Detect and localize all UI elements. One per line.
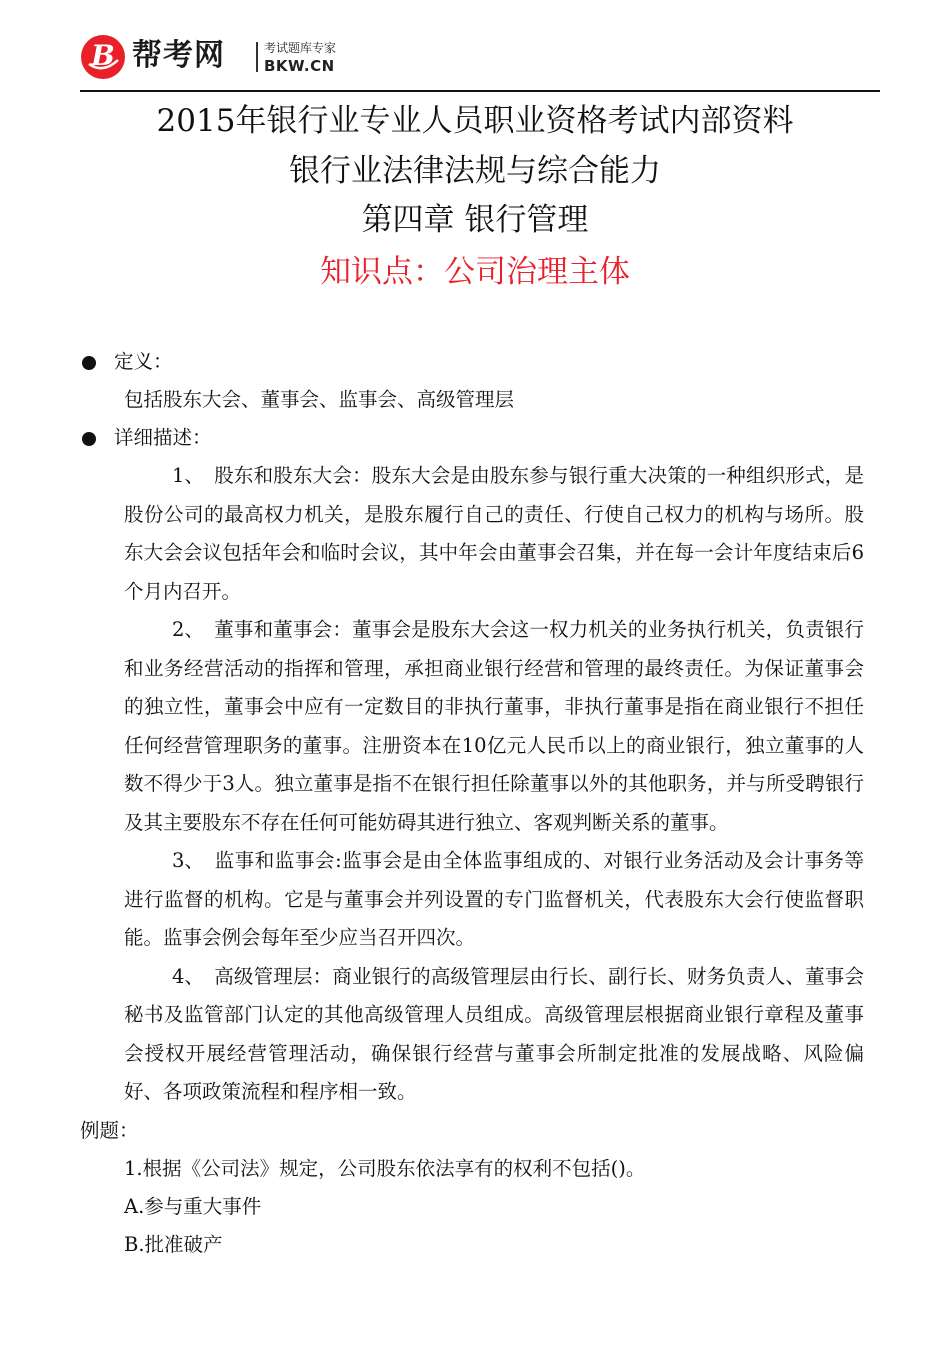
definition-label: 定义： (114, 350, 173, 373)
definition-text: 包括股东大会、董事会、监事会、高级管理层 (124, 388, 515, 411)
detail-text: 监事和监事会:监事会是由全体监事组成的、对银行业务活动及会计事务等进行监督的机构。它是与董事会并列设置的专门监督机关，代表股东大会行使监督职能。监事会例会每年至少应当召开四次。 (124, 849, 864, 949)
brand-logo-icon (80, 34, 126, 80)
option-b: B.批准破产 (124, 1232, 223, 1256)
chapter-title: 第四章 银行管理 (361, 202, 589, 238)
subject-title: 银行业法律法规与综合能力 (289, 153, 661, 189)
brand-name: 帮考网 (132, 38, 225, 73)
details-heading (80, 419, 870, 457)
detail-text: 高级管理层：商业银行的高级管理层由行长、副行长、财务负责人、董事会秘书及监管部门认定的其他高级管理人员组成。高级管理层根据商业银行章程及董事会授权开展经营管理活动，确保银行经营与董事会所制定批准的发展战略、风险偏好、各项政策流程和程序相一致。 (124, 964, 864, 1103)
details-label: 详细描述： (114, 426, 212, 449)
detail-number: 1、 (172, 464, 204, 487)
brand-slogan: 考试题库专家 (264, 41, 337, 55)
detail-number: 3、 (172, 849, 204, 872)
bullet-icon (82, 356, 96, 370)
option-a: A.参与重大事件 (124, 1194, 262, 1218)
detail-paragraph (124, 457, 864, 611)
detail-paragraph (124, 611, 864, 842)
definition-heading (80, 343, 870, 381)
document-body (80, 343, 870, 1264)
detail-text: 股东和股东大会：股东大会是由股东参与银行重大决策的一种组织形式，是股份公司的最高权力机关，是股东履行自己的责任、行使自己权力的机构与场所。股东大会会议包括年会和临时会议，其中年会由董事会召集，并在每一会计年度结束后6个月内召开。 (124, 464, 864, 603)
example-question: 1.根据《公司法》规定，公司股东依法享有的权利不包括()。 (124, 1156, 646, 1180)
knowledge-point-title: 知识点：公司治理主体 (320, 254, 630, 290)
logo-letter: B (91, 39, 115, 72)
document-title: 2015年银行业专业人员职业资格考试内部资料 (156, 103, 794, 139)
detail-number: 4、 (172, 964, 204, 988)
bullet-icon (82, 432, 96, 446)
detail-paragraph (124, 958, 864, 1112)
header-divider (80, 90, 880, 92)
detail-text: 董事和董事会：董事会是股东大会这一权力机关的业务执行机关，负责银行和业务经营活动的指挥和管理，承担商业银行经营和管理的最终责任。为保证董事会的独立性，董事会中应有一定数目的非执行董事，非执行董事是指在商业银行不担任任何经营管理职务的董事。注册资本在10亿元人民币以上的商业银行，独立董事的人数不得少于3人。独立董事是指不在银行担任除董事以外的其他职务，并与所受聘银行及其主要股东不存在任何可能妨碍其进行独立、客观判断关系的董事。 (124, 618, 864, 834)
detail-number: 2、 (172, 618, 204, 641)
brand-divider (256, 42, 258, 72)
detail-paragraph (124, 842, 864, 958)
example-label: 例题： (80, 1118, 139, 1142)
site-header (80, 30, 880, 90)
brand-url[interactable]: BKW.CN (264, 57, 335, 75)
